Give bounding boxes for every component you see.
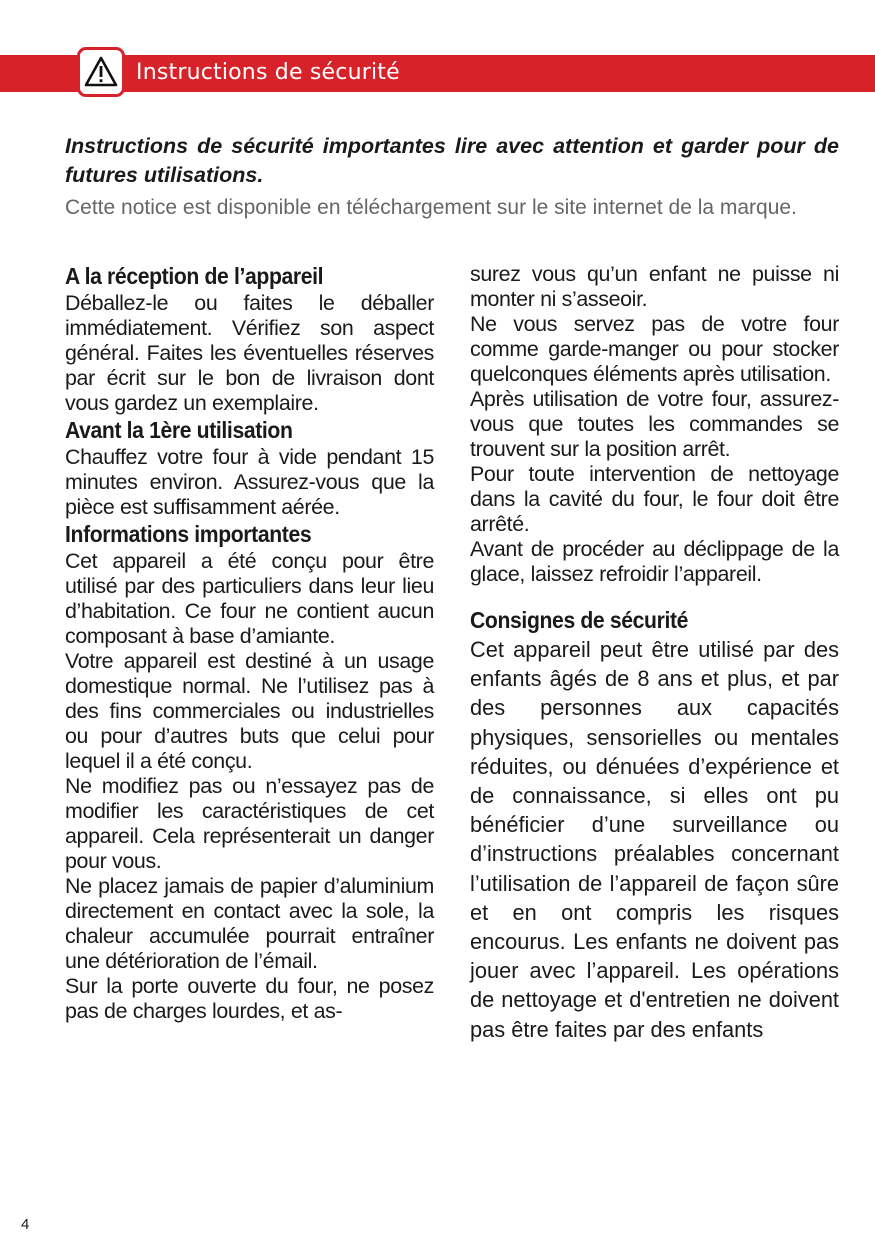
left-column [65, 262, 434, 1024]
section-title: Instructions de sécurité [136, 60, 400, 85]
info-paragraph: Avant de procéder au déclippage de la glace, laissez refroidir l’appareil. [470, 537, 839, 586]
info-paragraph: Cet appareil a été conçu pour être utilisé par des particuliers dans leur lieu d’habitation. Ce four ne contient aucun composant à base d’amiante. [65, 549, 434, 648]
info-paragraph: Sur la porte ouverte du four, ne posez pas de charges lourdes, et as- [65, 974, 434, 1023]
intro-note: Cette notice est disponible en téléchargement sur le site internet de la marque. [65, 196, 797, 219]
heading-first-use: Avant la 1ère utilisation [65, 417, 293, 443]
warning-triangle-icon [84, 56, 118, 88]
heading-safety: Consignes de sécurité [470, 607, 689, 633]
right-column [470, 262, 839, 1044]
safety-text: Cet appareil peut être utilisé par des enfants âgés de 8 ans et plus, et par des personnes aux capacités physiques, sensorielles ou mentales réduites, ou dénuées d’expérience et de connaissance, si elles ont pu bénéficier d’une surveillance ou d’instructions préalables concernant l’utilisation de l’appareil de façon sûre et en ont compris les risques encourus. Les enfants ne doivent pas jouer avec l’appareil. Les opérations de nettoyage et d'entretien ne doivent pas être faites par des enfants [470, 637, 839, 1042]
info-paragraph: surez vous qu’un enfant ne puisse ni monter ni s’asseoir. [470, 262, 839, 311]
info-paragraph: Après utilisation de votre four, assurez-vous que toutes les commandes se trouvent sur la position arrêt. [470, 387, 839, 461]
info-paragraph: Ne vous servez pas de votre four comme garde-manger ou pour stocker quelconques éléments après utilisation. [470, 312, 839, 386]
info-paragraph: Ne modifiez pas ou n’essayez pas de modifier les caractéristiques de cet appareil. Cela représenterait un danger pour vous. [65, 774, 434, 873]
info-paragraph: Votre appareil est destiné à un usage domestique normal. Ne l’utilisez pas à des fins commerciales ou industrielles ou pour d’autres buts que celui pour lequel il a été conçu. [65, 649, 434, 773]
intro-important: Instructions de sécurité importantes lire avec attention et garder pour de futures utilisations. [65, 134, 839, 187]
page-number: 4 [21, 1216, 30, 1233]
reception-text: Déballez-le ou faites le déballer immédiatement. Vérifiez son aspect général. Faites les éventuelles réserves par écrit sur le bon de livraison dont vous gardez un exemplaire. [65, 291, 434, 415]
heading-info: Informations importantes [65, 521, 312, 547]
info-paragraph: Pour toute intervention de nettoyage dans la cavité du four, le four doit être arrêté. [470, 462, 839, 536]
warning-badge [77, 47, 125, 97]
header-band [0, 55, 875, 92]
first-use-text: Chauffez votre four à vide pendant 15 minutes environ. Assurez-vous que la pièce est suffisamment aérée. [65, 445, 434, 519]
info-paragraph: Ne placez jamais de papier d’aluminium directement en contact avec la sole, la chaleur accumulée pourrait entraîner une détérioration de l’émail. [65, 874, 434, 973]
intro [65, 132, 839, 223]
heading-reception: A la réception de l’appareil [65, 263, 324, 289]
